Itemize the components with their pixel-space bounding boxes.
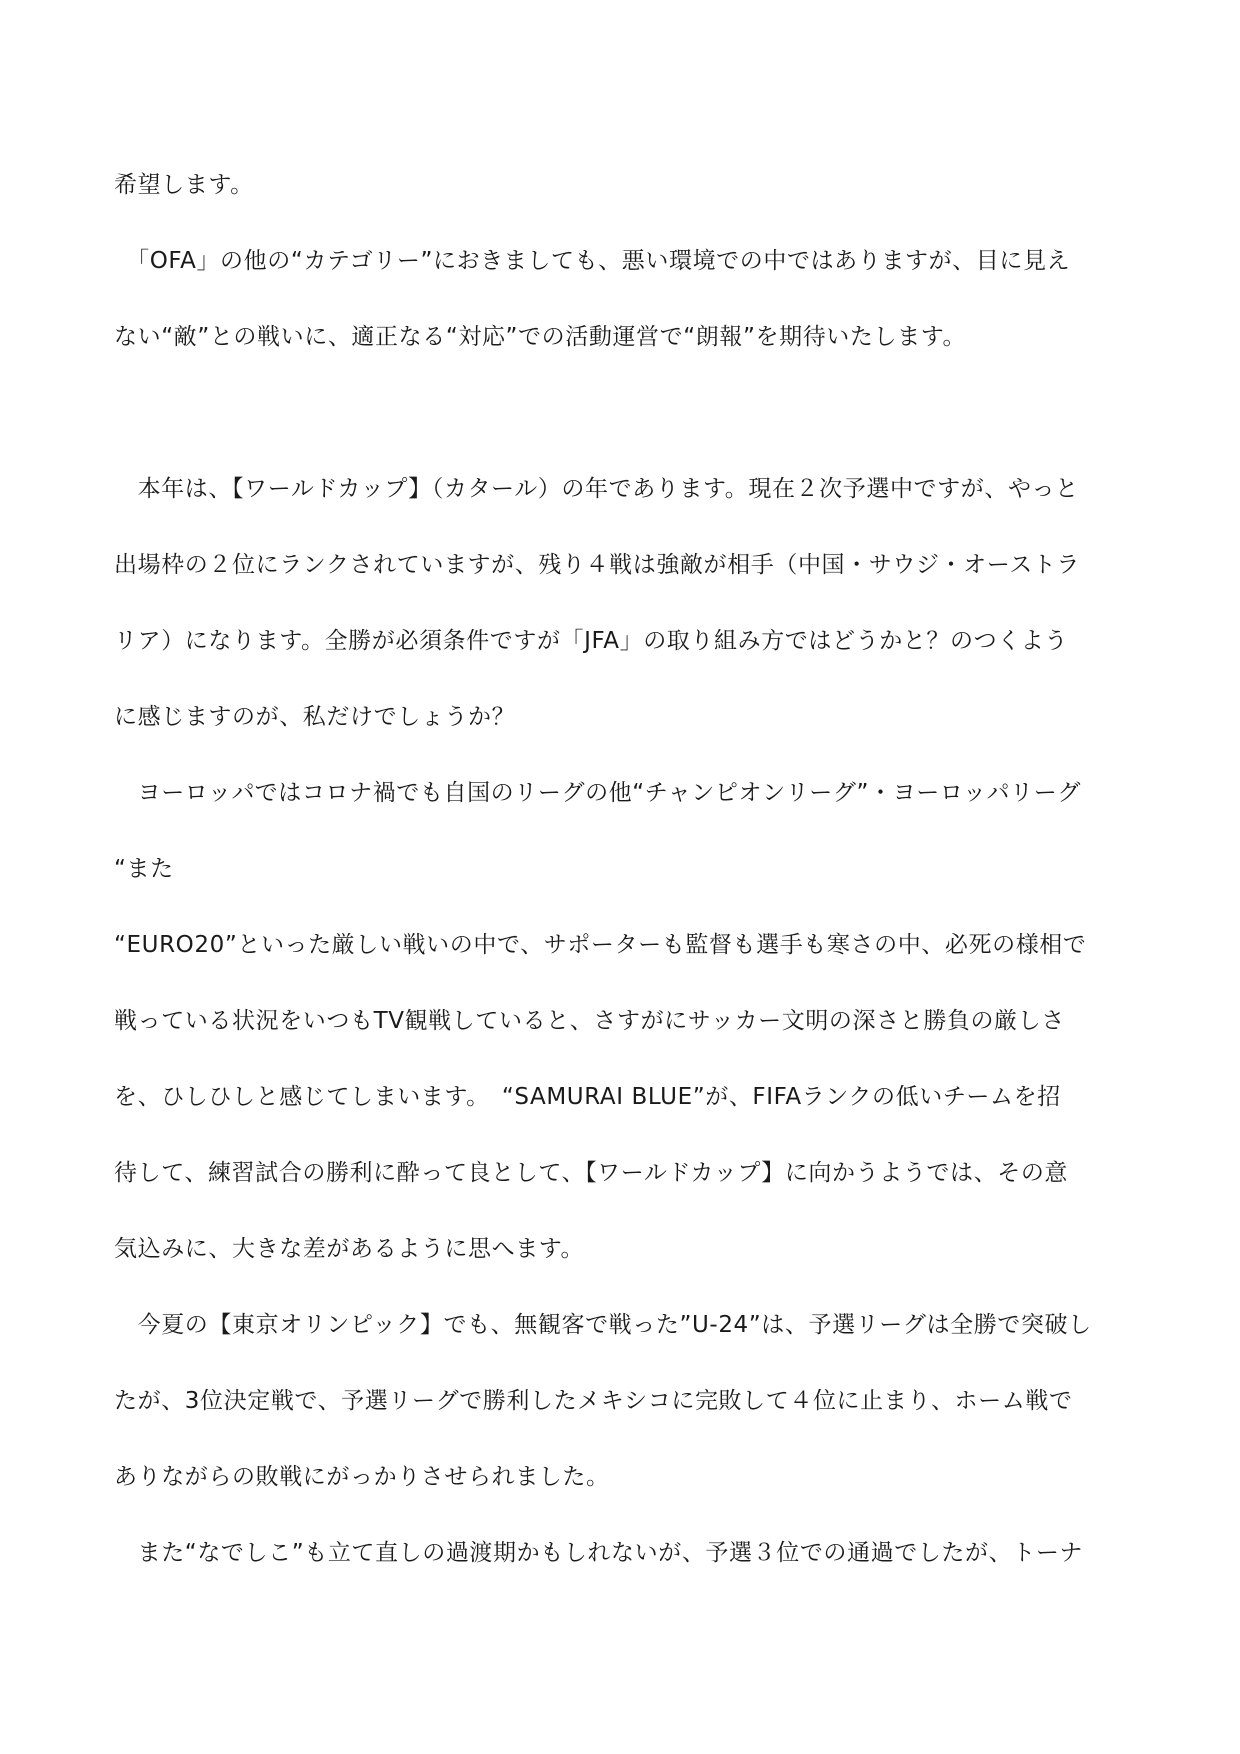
text-line: また“なでしこ”も立て直しの過渡期かもしれないが、予選３位での通過でしたが、トーナ <box>114 1540 1084 1566</box>
text-line: “また <box>114 856 174 882</box>
text-line: を、ひしひしと感じてしまいます。 “SAMURAI BLUE”が、FIFAランクの低いチームを招 <box>114 1084 1061 1110</box>
text-line: 気込みに、大きな差があるように思へます。 <box>114 1236 585 1262</box>
text-line: 「OFA」の他の“カテゴリー”におきましても、悪い環境での中ではありますが、目に見え <box>114 248 1071 274</box>
text-line: ありながらの敗戦にがっかりさせられました。 <box>114 1464 610 1490</box>
text-line: 待して、練習試合の勝利に酔って良として、【ワールドカップ】に向かうようでは、その意 <box>114 1160 1069 1186</box>
text-line: たが、3位決定戦で、予選リーグで勝利したメキシコに完敗して４位に止まり、ホーム戦で <box>114 1388 1073 1414</box>
text-line: 戦っている状況をいつもTV観戦していると、さすがにサッカー文明の深さと勝負の厳しさ <box>114 1008 1065 1034</box>
text-line: “EURO20”といった厳しい戦いの中で、サポーターも監督も選手も寒さの中、必死の様相で <box>114 932 1087 958</box>
text-line: に感じますのが、私だけでしょうか？ <box>114 704 516 730</box>
text-line: 本年は、【ワールドカップ】（カタール）の年であります。現在２次予選中ですが、やっと <box>114 476 1079 502</box>
text-line: 希望します。 <box>114 172 254 198</box>
text-line: リア）になります。全勝が必須条件ですが「JFA」の取り組み方ではどうかと？のつくよう <box>114 628 1068 654</box>
text-line: ヨーロッパではコロナ禍でも自国のリーグの他“チャンピオンリーグ”・ヨーロッパリーグ <box>114 780 1081 806</box>
text-line: 出場枠の２位にランクされていますが、残り４戦は強敵が相手（中国・サウジ・オーストラ <box>114 552 1080 578</box>
text-line: ない“敵”との戦いに、適正なる“対応”での活動運営で“朗報”を期待いたします。 <box>114 324 967 350</box>
text-line: 今夏の【東京オリンピック】でも、無観客で戦った”U-24”は、予選リーグは全勝で突破し <box>114 1312 1092 1338</box>
